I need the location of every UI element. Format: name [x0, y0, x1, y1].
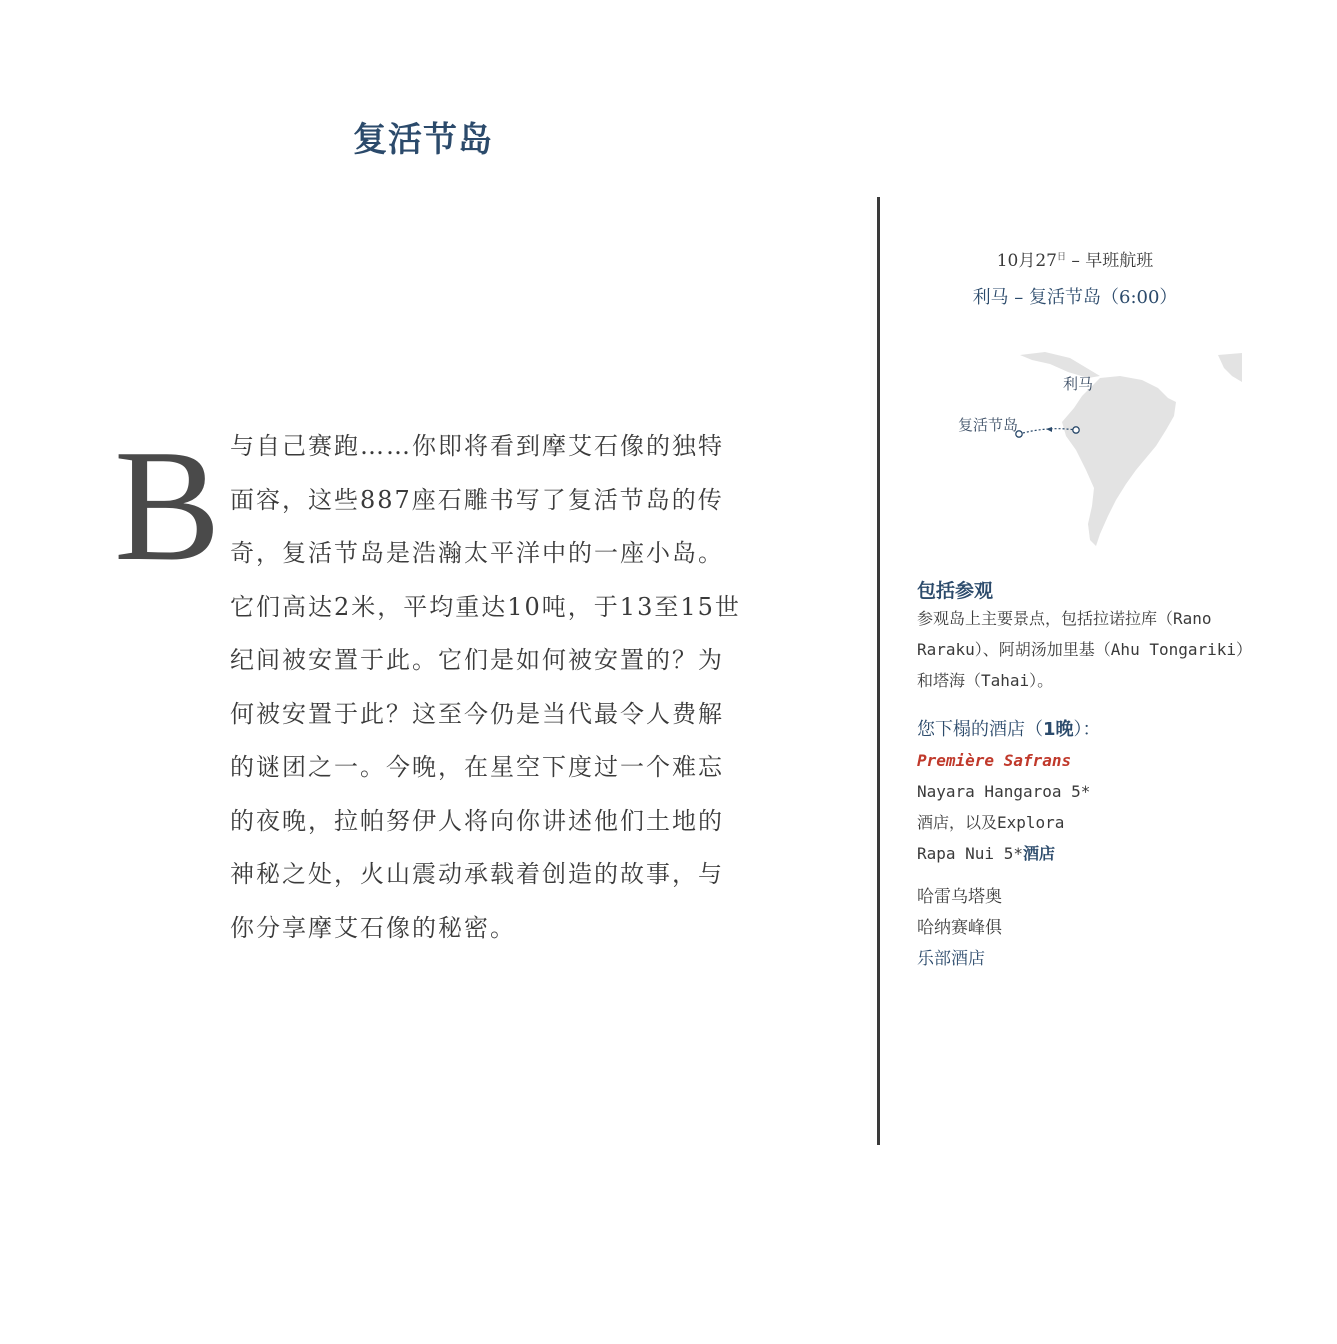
hotel-heading-prefix: 您下榻的酒店（ [917, 719, 1043, 740]
hotel-block [917, 714, 1101, 869]
body-line: 的谜团之一。今晚，在星空下度过一个难忘 [230, 753, 724, 781]
map-land-north [1218, 353, 1242, 382]
flight-route: 利马 – 复活节岛（6:00） [972, 287, 1178, 308]
body-line: 的夜晚，拉帕努伊人将向你讲述他们土地的 [230, 806, 724, 835]
column-divider [877, 197, 880, 1145]
flight-date-suffix: – 早班航班 [1065, 251, 1154, 271]
map-land-south-america [1062, 376, 1176, 546]
body-line: 奇，复活节岛是浩瀚太平洋中的一座小岛。 [230, 539, 724, 567]
map-label-lima: 利马 [1063, 375, 1094, 393]
body-paragraph [230, 420, 805, 955]
page-title: 复活节岛 [353, 120, 493, 160]
visits-line: 和塔海（Tahai）。 [917, 671, 1054, 690]
map-graphic [950, 350, 1250, 550]
hotel-line-text: Rapa Nui 5* [917, 844, 1023, 863]
south-america-map [950, 350, 1250, 550]
alt-hotel-line: 乐部酒店 [917, 949, 985, 969]
visits-line: 参观岛上主要景点，包括拉诺拉库（Rano [917, 609, 1212, 628]
hotel-line [917, 838, 1101, 869]
visits-heading: 包括参观 [917, 580, 994, 602]
body-line: 你分享摩艾石像的秘密。 [230, 913, 516, 942]
alternate-hotels [917, 882, 1002, 975]
flight-date [920, 246, 1230, 271]
map-marker-lima [1073, 427, 1079, 433]
hotel-line-bold: 酒店 [1022, 844, 1055, 863]
alt-hotel-line: 哈雷乌塔奥 [917, 887, 1002, 907]
visits-line: Raraku）、阿胡汤加里基（Ahu Tongariki） [917, 640, 1253, 659]
body-line: 神秘之处，火山震动承载着创造的故事，与 [230, 860, 724, 888]
alt-hotel-line: 哈纳赛峰俱 [917, 918, 1002, 938]
hotel-nights: 1晚 [1043, 719, 1074, 740]
body-line: 面容，这些887座石雕书写了复活节岛的传 [230, 485, 724, 514]
body-line: 何被安置于此？这至今仍是当代最令人费解 [230, 699, 724, 728]
hotel-line: 酒店，以及Explora [917, 813, 1065, 832]
visits-description [917, 603, 1252, 696]
flight-date-sup: 日 [1056, 252, 1066, 263]
body-line: 与自己赛跑……你即将看到摩艾石像的独特 [230, 432, 724, 460]
hotel-tag: Première Safrans [917, 751, 1072, 770]
drop-cap-letter: B [114, 416, 221, 594]
hotel-heading [917, 714, 1101, 745]
body-line: 它们高达2米，平均重达10吨，于13至15世 [230, 592, 741, 621]
body-line: 纪间被安置于此。它们是如何被安置的？为 [230, 646, 724, 674]
hotel-line: Nayara Hangaroa 5* [917, 782, 1091, 801]
hotel-heading-suffix: ）： [1073, 719, 1101, 740]
flight-date-text: 10月27 [996, 251, 1057, 271]
map-label-easter-island: 复活节岛 [958, 416, 1019, 434]
